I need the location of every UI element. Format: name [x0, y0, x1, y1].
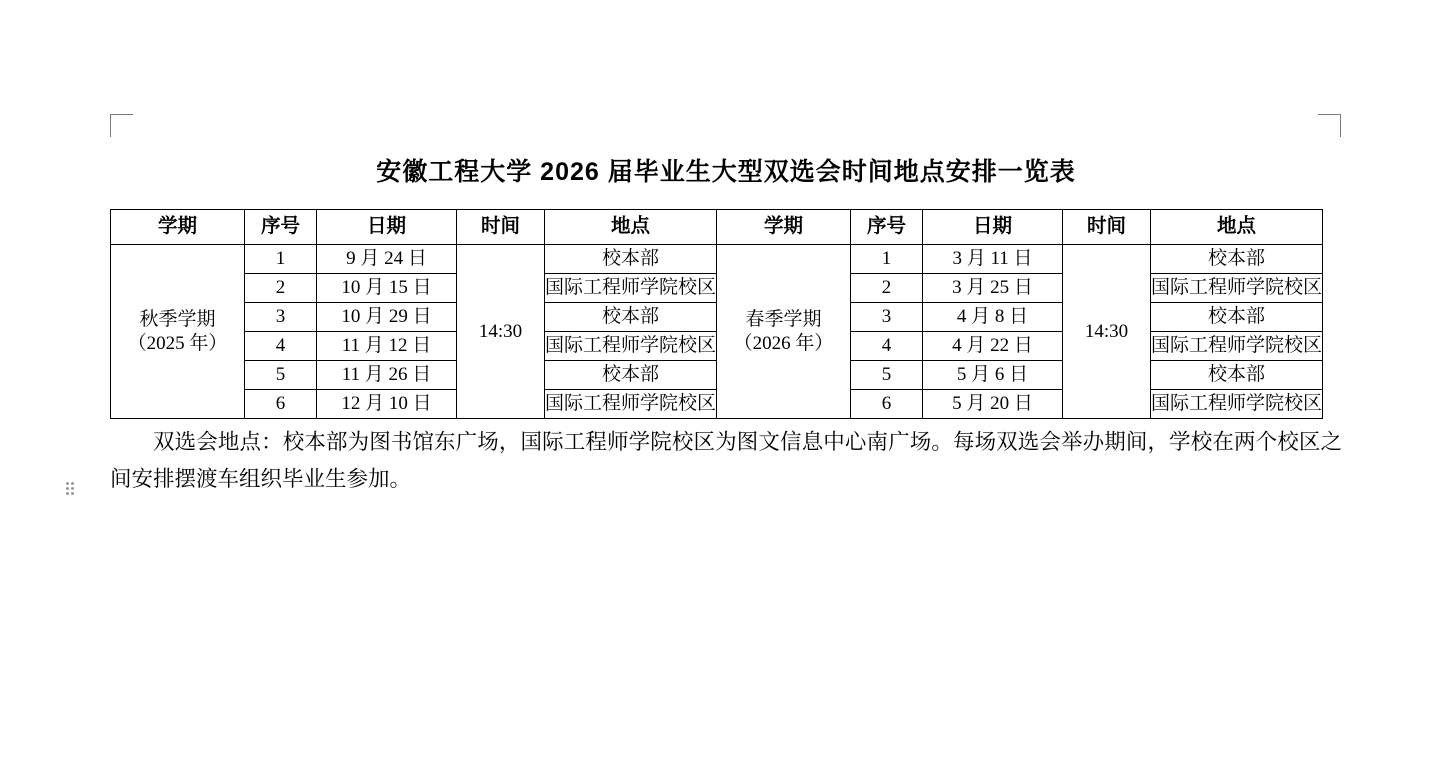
- cell-date: 10 月 15 日: [317, 274, 457, 303]
- cell-date: 12 月 10 日: [317, 390, 457, 419]
- header-cell-place-spring: 地点: [1151, 210, 1323, 245]
- cell-place: 校本部: [1151, 245, 1323, 274]
- cell-place: 国际工程师学院校区: [545, 390, 717, 419]
- header-cell-time-autumn: 时间: [457, 210, 545, 245]
- dot: [71, 487, 74, 490]
- cell-no: 5: [245, 361, 317, 390]
- cell-no: 6: [851, 390, 923, 419]
- header-cell-term-spring: 学期: [717, 210, 851, 245]
- cell-date: 4 月 22 日: [923, 332, 1063, 361]
- term-name-spring: 春季学期: [745, 308, 822, 330]
- table-row: [111, 245, 1323, 274]
- cell-place: 校本部: [1151, 361, 1323, 390]
- dot: [66, 482, 69, 485]
- dot: [66, 492, 69, 495]
- cell-no: 2: [851, 274, 923, 303]
- crop-mark-top-right: [1318, 114, 1341, 137]
- term-cell-autumn: [111, 245, 245, 419]
- cell-date: 11 月 12 日: [317, 332, 457, 361]
- cell-no: 1: [851, 245, 923, 274]
- cell-place: 国际工程师学院校区: [545, 332, 717, 361]
- drag-handle-icon[interactable]: [66, 482, 76, 498]
- cell-place: 国际工程师学院校区: [1151, 332, 1323, 361]
- time-cell-autumn: 14:30: [457, 245, 545, 419]
- cell-no: 5: [851, 361, 923, 390]
- cell-place: 校本部: [1151, 303, 1323, 332]
- cell-date: 9 月 24 日: [317, 245, 457, 274]
- cell-place: 校本部: [545, 245, 717, 274]
- cell-place: 校本部: [545, 303, 717, 332]
- header-cell-time-spring: 时间: [1063, 210, 1151, 245]
- cell-date: 4 月 8 日: [923, 303, 1063, 332]
- cell-no: 3: [851, 303, 923, 332]
- dot: [66, 487, 69, 490]
- note-paragraph: 双选会地点：校本部为图书馆东广场，国际工程师学院校区为图文信息中心南广场。每场双选会举办期间，学校在两个校区之间安排摆渡车组织毕业生参加。: [110, 430, 1342, 491]
- cell-date: 3 月 11 日: [923, 245, 1063, 274]
- dot: [71, 492, 74, 495]
- cell-date: 5 月 6 日: [923, 361, 1063, 390]
- cell-date: 10 月 29 日: [317, 303, 457, 332]
- cell-no: 1: [245, 245, 317, 274]
- header-cell-place-autumn: 地点: [545, 210, 717, 245]
- cell-place: 校本部: [545, 361, 717, 390]
- header-cell-no-spring: 序号: [851, 210, 923, 245]
- cell-date: 3 月 25 日: [923, 274, 1063, 303]
- term-name-autumn: 秋季学期: [139, 308, 216, 330]
- header-cell-date-spring: 日期: [923, 210, 1063, 245]
- header-cell-date-autumn: 日期: [317, 210, 457, 245]
- schedule-table: [110, 209, 1323, 419]
- cell-no: 2: [245, 274, 317, 303]
- cell-no: 6: [245, 390, 317, 419]
- crop-mark-top-left: [110, 114, 133, 137]
- page-title: 安徽工程大学 2026 届毕业生大型双选会时间地点安排一览表: [376, 158, 1076, 186]
- term-year-spring: （2026 年）: [733, 332, 834, 354]
- header-cell-term-autumn: 学期: [111, 210, 245, 245]
- cell-date: 5 月 20 日: [923, 390, 1063, 419]
- time-cell-spring: 14:30: [1063, 245, 1151, 419]
- cell-date: 11 月 26 日: [317, 361, 457, 390]
- table-header-row: [111, 210, 1323, 245]
- cell-no: 4: [851, 332, 923, 361]
- cell-place: 国际工程师学院校区: [1151, 390, 1323, 419]
- dot: [71, 482, 74, 485]
- header-cell-no-autumn: 序号: [245, 210, 317, 245]
- term-cell-spring: [717, 245, 851, 419]
- cell-no: 3: [245, 303, 317, 332]
- term-year-autumn: （2025 年）: [127, 332, 228, 354]
- cell-place: 国际工程师学院校区: [1151, 274, 1323, 303]
- cell-no: 4: [245, 332, 317, 361]
- cell-place: 国际工程师学院校区: [545, 274, 717, 303]
